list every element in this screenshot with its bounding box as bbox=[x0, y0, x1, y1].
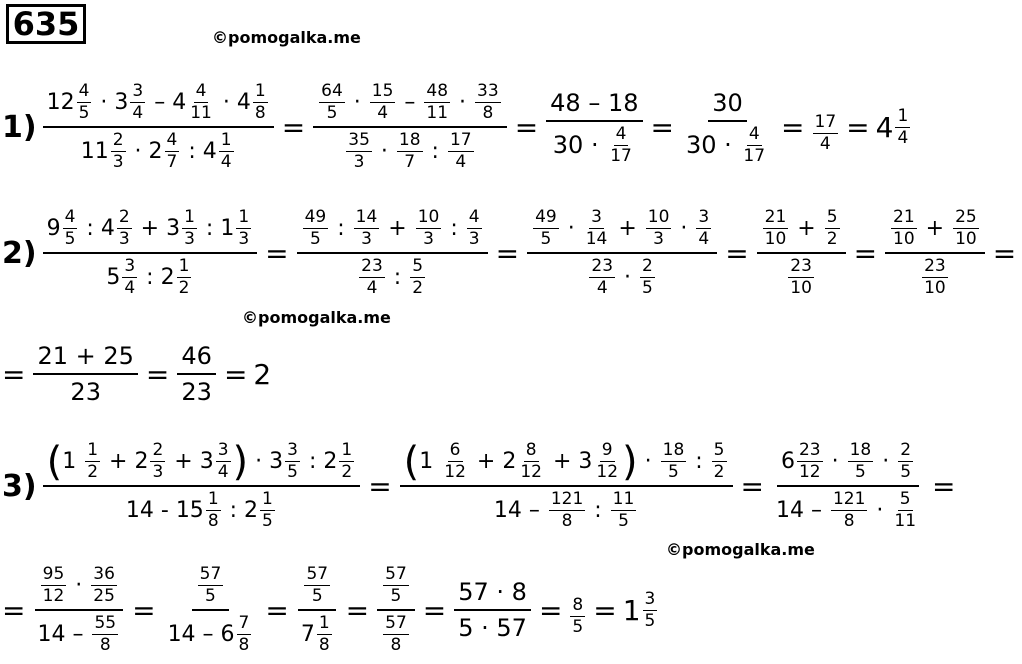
numerator: ( 1 1 2 + 2 2 3 + 3 3 4 ) · 3 3 5 : 2 1 2 bbox=[43, 441, 361, 487]
numerator: 64 5 · 15 4 – 48 11 · 33 8 bbox=[313, 82, 507, 128]
numerator: 21 10 + 25 10 bbox=[885, 208, 985, 254]
result bbox=[876, 107, 913, 148]
small-fraction: 4 11 bbox=[190, 81, 212, 123]
mixed-number: 5 3 4 bbox=[106, 256, 136, 298]
small-fraction: 21 10 bbox=[764, 207, 787, 249]
small-fraction: 57 5 bbox=[199, 564, 222, 606]
small-fraction: 11 5 bbox=[612, 489, 635, 531]
small-fraction: 23 10 bbox=[790, 256, 812, 298]
small-fraction: 48 11 bbox=[426, 81, 449, 123]
small-fraction: 23 4 bbox=[361, 256, 383, 298]
numerator: 12 4 5 · 3 3 4 – 4 4 11 · 4 1 8 bbox=[43, 82, 274, 128]
denominator: 35 3 · 18 7 : 17 4 bbox=[348, 130, 472, 172]
small-fraction: 121 8 bbox=[832, 489, 866, 531]
equals-sign: = bbox=[2, 357, 26, 391]
small-fraction: 4 5 bbox=[64, 207, 76, 249]
numerator: 21 + 25 bbox=[33, 342, 137, 375]
watermark: ©pomogalka.me bbox=[666, 540, 815, 559]
small-fraction: 15 4 bbox=[371, 81, 394, 123]
small-fraction: $\frac{8}{5}$ bbox=[572, 594, 584, 637]
mixed-number: 3 3 4 bbox=[114, 81, 144, 123]
mixed-number: 1 3 5 bbox=[622, 588, 656, 631]
small-fraction: 1 4 bbox=[897, 105, 909, 148]
mixed-number: 4 1 8 bbox=[236, 81, 266, 123]
small-fraction: 25 10 bbox=[955, 207, 977, 249]
fraction bbox=[43, 82, 274, 172]
small-fraction: 23 4 bbox=[591, 256, 614, 298]
small-fraction: 5 11 bbox=[894, 489, 917, 531]
small-fraction: 1 4 bbox=[220, 130, 232, 172]
small-fraction: 1 2 bbox=[87, 440, 99, 482]
fraction bbox=[885, 208, 985, 298]
mixed-number: 9 4 5 bbox=[46, 207, 76, 249]
problem-2 bbox=[2, 198, 1022, 308]
denominator bbox=[782, 254, 820, 298]
mixed-number: 4 2 3 bbox=[100, 207, 130, 249]
small-fraction: 18 5 bbox=[662, 440, 685, 482]
fraction bbox=[546, 89, 642, 166]
mixed-number: 1 1 3 bbox=[220, 207, 250, 249]
mixed-number: 3 1 3 bbox=[166, 207, 195, 249]
small-fraction: 4 17 bbox=[743, 123, 766, 166]
small-fraction: 49 5 bbox=[535, 207, 557, 249]
small-fraction: 36 25 bbox=[93, 564, 115, 606]
mixed-number: 12 4 5 bbox=[46, 81, 90, 123]
fraction bbox=[177, 342, 216, 406]
result: 2 bbox=[253, 357, 272, 391]
denominator: 14 – 6 7 8 bbox=[164, 611, 258, 655]
small-fraction: 35 3 bbox=[348, 130, 370, 172]
denominator: 14 – 121 8 : 11 5 bbox=[493, 489, 635, 531]
equals-sign: = bbox=[992, 236, 1017, 270]
denominator bbox=[377, 611, 415, 655]
small-fraction: 57 5 bbox=[385, 564, 407, 606]
denominator: 14 - 15 1 8 : 2 1 5 bbox=[122, 487, 281, 531]
mixed-number: 4 1 4 bbox=[875, 105, 909, 148]
small-fraction: 121 8 bbox=[550, 489, 584, 531]
equals-sign: = bbox=[650, 110, 674, 144]
denominator bbox=[916, 254, 954, 298]
mixed-number: 6 23 12 bbox=[780, 440, 821, 482]
numerator: 95 12 · 36 25 bbox=[35, 565, 123, 611]
fraction bbox=[527, 208, 717, 298]
mixed-number: 15 1 8 bbox=[175, 489, 219, 531]
small-fraction: 3 4 bbox=[698, 207, 710, 249]
watermark: ©pomogalka.me bbox=[212, 28, 361, 47]
equals-sign: = bbox=[223, 357, 248, 391]
equals-sign: = bbox=[345, 593, 370, 627]
small-fraction: 4 3 bbox=[468, 207, 480, 249]
mixed-number: 3 9 12 bbox=[578, 440, 619, 482]
numerator: 9 4 5 : 4 2 3 + 3 1 3 : 1 1 3 bbox=[43, 208, 258, 254]
problem-label: 2) bbox=[2, 235, 37, 271]
small-fraction: 23 12 bbox=[798, 440, 821, 482]
small-fraction: 4 7 bbox=[166, 130, 178, 172]
fraction bbox=[682, 89, 773, 166]
small-fraction: 9 12 bbox=[596, 440, 619, 482]
equals-sign: = bbox=[932, 469, 956, 503]
small-fraction: 1 8 bbox=[254, 81, 266, 123]
fraction bbox=[772, 441, 924, 531]
small-fraction: 55 8 bbox=[94, 613, 117, 655]
small-fraction: 5 2 bbox=[412, 256, 424, 298]
small-fraction: 10 3 bbox=[647, 207, 670, 249]
numerator: 6 23 12 · 18 5 · 2 5 bbox=[777, 441, 919, 487]
fraction bbox=[313, 82, 507, 172]
small-fraction: 2 5 bbox=[642, 256, 653, 298]
small-fraction: 1 2 bbox=[341, 440, 353, 482]
small-fraction: 21 10 bbox=[893, 207, 915, 249]
equals-sign: = bbox=[853, 236, 878, 270]
equals-sign: = bbox=[538, 593, 563, 627]
mixed-number: 2 8 12 bbox=[502, 440, 542, 482]
numerator: 49 5 : 14 3 + 10 3 : 4 3 bbox=[297, 208, 488, 254]
small-fraction: 5 2 bbox=[826, 207, 838, 249]
small-fraction: 95 12 bbox=[42, 564, 65, 606]
fraction bbox=[33, 342, 137, 406]
denominator: 30 · 4 17 bbox=[685, 123, 766, 166]
small-fraction: 23 10 bbox=[924, 256, 946, 298]
mixed-number: 4 4 11 bbox=[172, 81, 212, 123]
small-fraction: 1 8 bbox=[207, 489, 219, 531]
small-fraction: 57 5 bbox=[306, 564, 329, 606]
small-fraction: 17 4 bbox=[449, 130, 472, 172]
small-fraction: 2 5 bbox=[900, 440, 912, 482]
small-fraction: 1 2 bbox=[178, 256, 190, 298]
problem-3 bbox=[2, 426, 962, 546]
denominator: 5 3 4 : 2 1 2 bbox=[102, 254, 197, 298]
numerator: 21 10 + 5 2 bbox=[757, 208, 846, 254]
problem-number: 635 bbox=[6, 4, 86, 44]
fraction-value bbox=[811, 101, 841, 154]
equals-sign: = bbox=[145, 357, 170, 391]
small-fraction: 2 3 bbox=[118, 207, 130, 249]
equals-sign: = bbox=[422, 593, 447, 627]
small-fraction: 7 8 bbox=[238, 613, 250, 655]
denominator: 23 4 : 5 2 bbox=[361, 256, 424, 298]
equals-sign: = bbox=[265, 593, 289, 627]
small-fraction: 64 5 bbox=[321, 81, 343, 123]
denominator: 30 · 4 17 bbox=[552, 123, 632, 166]
small-fraction: 33 8 bbox=[477, 81, 499, 123]
equals-sign: = bbox=[740, 469, 764, 503]
fraction bbox=[43, 438, 361, 531]
denominator: 14 – 55 8 bbox=[37, 613, 117, 655]
mixed-number: 2 4 7 bbox=[148, 130, 178, 172]
small-fraction: $\frac{17}{4}$ bbox=[814, 111, 837, 154]
denominator: 11 2 3 · 2 4 7 : 4 1 4 bbox=[77, 128, 240, 172]
equals-sign: = bbox=[265, 236, 289, 270]
equals-sign: = bbox=[846, 110, 870, 144]
result bbox=[623, 590, 660, 631]
problem-label: 3) bbox=[2, 468, 37, 504]
problem-3-continued bbox=[2, 558, 659, 662]
equals-sign: = bbox=[368, 469, 392, 503]
mixed-number: 4 1 4 bbox=[202, 130, 232, 172]
problem-label: 1) bbox=[2, 109, 37, 145]
mixed-number: 3 3 4 bbox=[199, 440, 229, 482]
equals-sign: = bbox=[281, 110, 306, 144]
fraction bbox=[297, 565, 338, 655]
small-fraction: 10 3 bbox=[417, 207, 440, 249]
denominator: 23 bbox=[181, 378, 212, 406]
denominator bbox=[297, 611, 338, 655]
equals-sign: = bbox=[725, 236, 749, 270]
fraction bbox=[757, 208, 846, 298]
small-fraction: 18 5 bbox=[849, 440, 872, 482]
numerator bbox=[298, 565, 336, 611]
mixed-number: 2 2 3 bbox=[134, 440, 164, 482]
mixed-number: 7 1 8 bbox=[300, 613, 330, 655]
denominator: 23 4 · 2 5 bbox=[591, 256, 653, 298]
problem-2-continued bbox=[2, 334, 271, 414]
small-fraction: 3 5 bbox=[644, 588, 656, 631]
equals-sign: = bbox=[132, 593, 156, 627]
equals-sign: = bbox=[2, 593, 26, 627]
problem-1 bbox=[2, 72, 912, 182]
small-fraction: 3 4 bbox=[217, 440, 229, 482]
mixed-number: 6 7 8 bbox=[220, 613, 250, 655]
equals-sign: = bbox=[781, 110, 805, 144]
fraction bbox=[43, 208, 258, 298]
mixed-number: 2 1 2 bbox=[160, 256, 190, 298]
small-fraction: 57 8 bbox=[385, 613, 407, 655]
fraction bbox=[400, 438, 733, 531]
small-fraction: 2 3 bbox=[152, 440, 164, 482]
numerator: 46 bbox=[177, 342, 216, 375]
small-fraction: 3 4 bbox=[132, 81, 144, 123]
numerator: 49 5 · 3 14 + 10 3 · 3 4 bbox=[527, 208, 717, 254]
small-fraction: 1 8 bbox=[318, 613, 330, 655]
mixed-number: 3 3 5 bbox=[269, 440, 298, 482]
numerator bbox=[377, 565, 415, 611]
denominator: 14 – 121 8 · 5 11 bbox=[775, 489, 917, 531]
mixed-number: 2 1 5 bbox=[244, 489, 273, 531]
numerator: ( 1 6 12 + 2 8 12 + 3 9 12 ) · 18 5 : 5 2 bbox=[400, 441, 733, 487]
small-fraction: 3 14 bbox=[585, 207, 608, 249]
equals-sign: = bbox=[593, 593, 617, 627]
small-fraction: 5 2 bbox=[713, 440, 725, 482]
mixed-number: 2 1 2 bbox=[323, 440, 353, 482]
numerator: 30 bbox=[708, 89, 747, 122]
small-fraction: 14 3 bbox=[355, 207, 378, 249]
small-fraction: 8 12 bbox=[520, 440, 542, 482]
small-fraction: 49 5 bbox=[304, 207, 327, 249]
small-fraction: 1 3 bbox=[184, 207, 195, 249]
small-fraction: 4 5 bbox=[78, 81, 90, 123]
denominator: 23 bbox=[70, 378, 101, 406]
equals-sign: = bbox=[495, 236, 520, 270]
small-fraction: 6 12 bbox=[444, 440, 466, 482]
fraction bbox=[297, 208, 488, 298]
equals-sign: = bbox=[514, 110, 539, 144]
fraction bbox=[33, 565, 124, 655]
numerator bbox=[192, 565, 230, 611]
small-fraction: 3 5 bbox=[287, 440, 298, 482]
small-fraction: 3 4 bbox=[124, 256, 136, 298]
fraction bbox=[377, 565, 415, 655]
fraction bbox=[454, 578, 531, 642]
watermark: ©pomogalka.me bbox=[242, 308, 391, 327]
numerator: 57 · 8 bbox=[454, 578, 531, 611]
denominator: 5 · 57 bbox=[458, 614, 527, 642]
fraction bbox=[164, 565, 258, 655]
small-fraction: 1 3 bbox=[238, 207, 250, 249]
small-fraction: 4 17 bbox=[610, 123, 632, 166]
numerator: 48 – 18 bbox=[546, 89, 642, 122]
small-fraction: 2 3 bbox=[112, 130, 124, 172]
mixed-number: 11 2 3 bbox=[80, 130, 124, 172]
fraction-value bbox=[568, 584, 587, 637]
small-fraction: 1 5 bbox=[262, 489, 273, 531]
small-fraction: 18 7 bbox=[398, 130, 421, 172]
